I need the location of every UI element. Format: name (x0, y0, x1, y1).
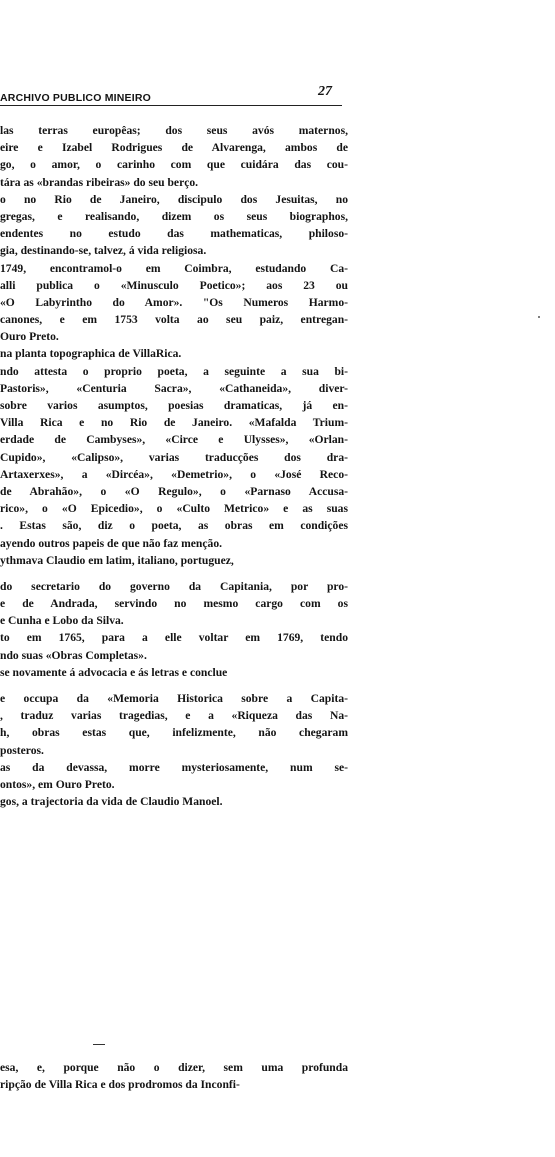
section-divider (93, 1044, 105, 1045)
text-line: tára as «brandas ribeiras» do seu berço. (0, 175, 199, 189)
text-line: gregas, e realisando, dizem os seus biographos, (0, 209, 348, 223)
text-line: do secretario do governo da Capitania, por pro- (0, 579, 348, 593)
text-line: ndo suas «Obras Completas». (0, 648, 147, 662)
text-line: las terras europêas; dos seus avós maternos, (0, 124, 348, 137)
text-line: sobre varios asumptos, poesias dramaticas, já en- (0, 399, 348, 412)
text-line: canones, e em 1753 volta ao seu paiz, entregan- (0, 313, 348, 327)
text-line: gia, destinando-se, talvez, á vida religiosa. (0, 244, 207, 258)
text-block-tail (0, 1059, 348, 1093)
text-line: Artaxerxes», a «Dircéa», «Demetrio», o «José Reco- (0, 467, 348, 481)
text-line: rico», o «O Epicedio», o «Culto Metrico» e as suas (0, 502, 348, 516)
text-line: de Abrahão», o «O Regulo», o «Parnaso Accusa- (0, 484, 348, 498)
text-line: . Estas são, diz o poeta, as obras em condições (0, 519, 348, 533)
paragraph-gap (0, 681, 348, 690)
text-block-middle (0, 578, 348, 681)
text-line: na planta topographica de VillaRica. (0, 347, 182, 361)
text-line: e de Andrada, servindo no mesmo cargo com os (0, 597, 348, 611)
text-line: o no Rio de Janeiro, discipulo dos Jesuitas, no (0, 192, 348, 206)
text-line: go, o amor, o carinho com que cuidára das cou- (0, 158, 348, 172)
text-block-bottom (0, 690, 348, 810)
text-line: eire e Izabel Rodrigues de Alvarenga, ambos de (0, 141, 348, 155)
text-line: , traduz varias tragedias, e a «Riqueza das Na- (0, 709, 348, 723)
text-block-top (0, 122, 348, 569)
scan-speck (538, 316, 540, 318)
text-line: esa, e, porque não o dizer, sem uma profunda (0, 1061, 348, 1074)
text-line: gos, a trajectoria da vida de Claudio Manoel. (0, 795, 223, 809)
text-line: h, obras estas que, infelizmente, não chegaram (0, 726, 348, 740)
text-line: «O Labyrintho do Amor». "Os Numeros Harmo- (0, 295, 348, 309)
header-title: ARCHIVO PUBLICO MINEIRO (0, 92, 152, 104)
running-header (0, 84, 342, 106)
text-line: as da devassa, morre mysteriosamente, num se- (0, 760, 348, 774)
text-line: Villa Rica e no Rio de Janeiro. «Mafalda Trium- (0, 416, 348, 430)
text-line: ontos», em Ouro Preto. (0, 777, 115, 791)
text-line: ndo attesta o proprio poeta, a seguinte a sua bi- (0, 364, 348, 378)
page-number: 27 (318, 84, 332, 99)
text-line: 1749, encontramol-o em Coimbra, estudando Ca- (0, 261, 348, 275)
text-line: posteros. (0, 743, 44, 757)
text-line: Pastoris», «Centuria Sacra», «Cathaneida», diver- (0, 381, 348, 395)
text-line: e Cunha e Lobo da Silva. (0, 614, 124, 628)
text-line: to em 1765, para a elle voltar em 1769, tendo (0, 631, 348, 645)
text-line: ripção de Villa Rica e dos prodromos da Inconfi- (0, 1078, 240, 1092)
header-rule (0, 105, 342, 106)
text-line: erdade de Cambyses», «Circe e Ulysses», «Orlan- (0, 433, 348, 447)
text-line: se novamente á advocacia e ás letras e conclue (0, 665, 228, 679)
text-line: ayendo outros papeis de que não faz menção. (0, 536, 223, 550)
body-text (0, 122, 348, 810)
text-line: ythmava Claudio em latim, italiano, portuguez, (0, 553, 234, 567)
text-line: e occupa da «Memoria Historica sobre a Capita- (0, 692, 348, 705)
text-line: endentes no estudo das mathematicas, philoso- (0, 227, 348, 241)
text-line: Cupido», «Calipso», varias traducções dos dra- (0, 450, 348, 464)
text-line: alli publica o «Minusculo Poetico»; aos 23 ou (0, 278, 348, 292)
paragraph-gap (0, 569, 348, 578)
text-line: Ouro Preto. (0, 330, 59, 344)
